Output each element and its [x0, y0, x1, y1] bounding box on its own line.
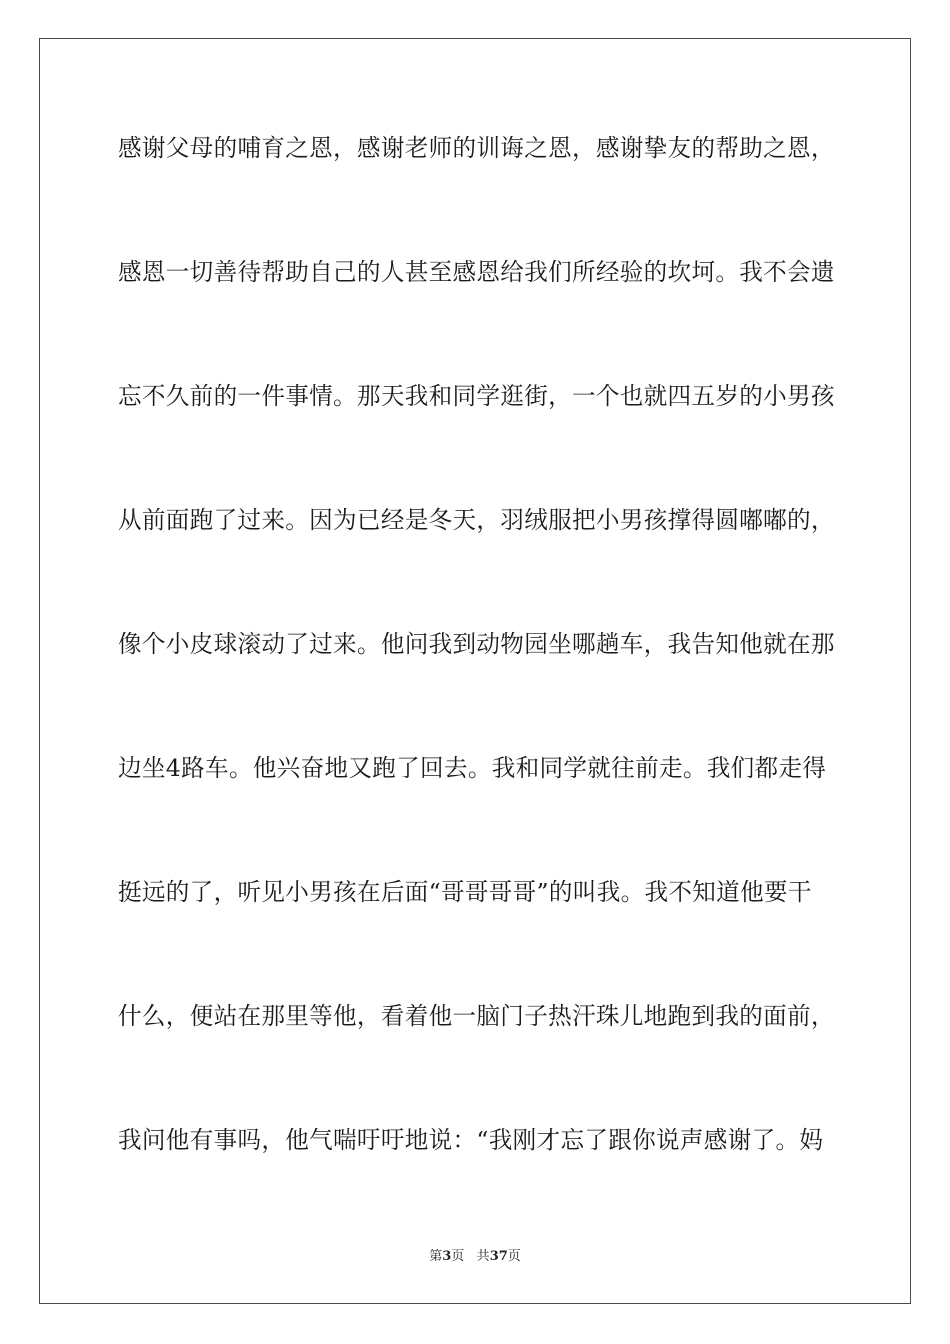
text-line-9: 我问他有事吗，他气喘吁吁地说：“我刚才忘了跟你说声感谢了。妈	[118, 1126, 824, 1154]
total-prefix: 共	[476, 1249, 490, 1264]
text-line-1: 感谢父母的哺育之恩，感谢老师的训诲之恩，感谢挚友的帮助之恩，	[118, 134, 835, 162]
text-line-5: 像个小皮球滚动了过来。他问我到动物园坐哪趟车，我告知他就在那	[118, 630, 835, 658]
page-footer	[0, 1247, 950, 1267]
text-line-7: 挺远的了，听见小男孩在后面“哥哥哥哥”的叫我。我不知道他要干	[118, 878, 812, 906]
page-prefix: 第	[429, 1249, 443, 1264]
page-suffix: 页	[451, 1249, 465, 1264]
text-line-4: 从前面跑了过来。因为已经是冬天，羽绒服把小男孩撑得圆嘟嘟的，	[118, 506, 835, 534]
document-body	[118, 122, 835, 1238]
total-suffix: 页	[507, 1249, 521, 1264]
page-number: 3	[442, 1249, 452, 1264]
total-pages: 37	[489, 1249, 508, 1264]
text-line-3: 忘不久前的一件事情。那天我和同学逛街，一个也就四五岁的小男孩	[118, 382, 835, 410]
text-line-2: 感恩一切善待帮助自己的人甚至感恩给我们所经验的坎坷。我不会遗	[118, 258, 835, 286]
text-line-8: 什么，便站在那里等他，看着他一脑门子热汗珠儿地跑到我的面前，	[118, 1002, 835, 1030]
text-line-6: 边坐4路车。他兴奋地又跑了回去。我和同学就往前走。我们都走得	[118, 754, 827, 782]
